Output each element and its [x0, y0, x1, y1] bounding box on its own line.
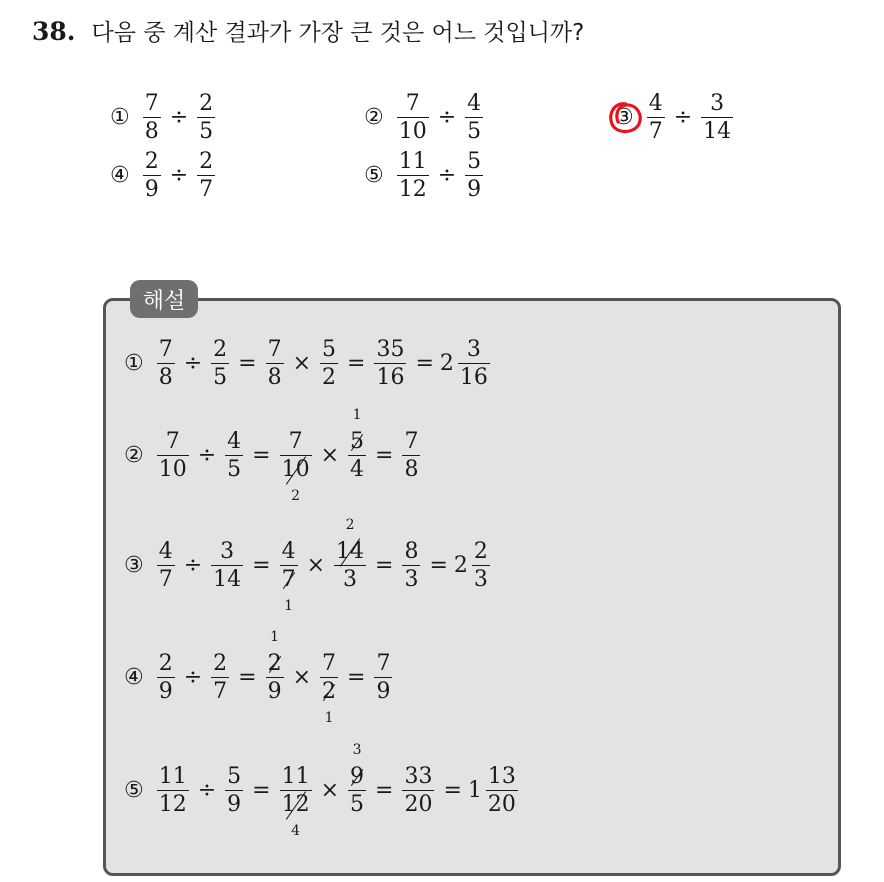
cancelled-number: 2 [322, 679, 337, 705]
option-symbol: ④ [110, 163, 130, 189]
equals-sign: = [238, 665, 257, 691]
cancelled-number: 7 [281, 567, 296, 593]
fraction: $\frac{7}{10}$ [158, 429, 187, 483]
equals-sign: = [375, 778, 394, 804]
fraction: $\frac{35}{16}$ [376, 337, 405, 391]
equals-sign: = [347, 665, 366, 691]
fraction: 1 5 4 [350, 407, 365, 483]
cancelled-number: 10 [281, 457, 310, 483]
fraction: 2 14 3 [336, 517, 365, 593]
reduced-number: 1 [284, 597, 294, 614]
mixed-whole: 2 [439, 351, 454, 377]
fraction: 11 12 4 [281, 764, 310, 839]
fraction: $\frac{2}{5}$ [199, 91, 214, 145]
solution-2 [124, 407, 423, 504]
solution-1 [124, 338, 493, 389]
equals-sign: = [429, 553, 448, 579]
mixed-fraction: $\frac{3}{16}$ [459, 337, 488, 391]
mixed-whole: 2 [453, 553, 468, 579]
divide-sign: ÷ [183, 351, 203, 377]
fraction: $\frac{33}{20}$ [404, 764, 433, 818]
fraction: $\frac{2}{9}$ [158, 651, 173, 705]
reduced-number: 2 [291, 487, 301, 504]
solution-5 [124, 742, 521, 839]
fraction: $\frac{5}{2}$ [322, 337, 337, 391]
divide-sign: ÷ [169, 163, 189, 189]
equals-sign: = [347, 351, 366, 377]
solution-symbol: ⑤ [124, 778, 144, 804]
equals-sign: = [238, 351, 257, 377]
equals-sign: = [443, 778, 462, 804]
cancelled-number: 2 [267, 651, 282, 676]
solution-3 [124, 517, 493, 614]
option-1[interactable] [110, 92, 218, 143]
fraction: 3 9 5 [350, 742, 365, 818]
fraction: $\frac{2}{5}$ [213, 337, 228, 391]
fraction: $\frac{8}{3}$ [404, 539, 419, 593]
solution-symbol: ① [124, 351, 144, 377]
fraction: $\frac{4}{5}$ [467, 91, 482, 145]
fraction: $\frac{7}{8}$ [144, 91, 159, 145]
fraction: 1 2 9 [267, 629, 282, 705]
fraction: $\frac{11}{12}$ [398, 149, 427, 203]
cancelled-number: 12 [281, 792, 310, 818]
equals-sign: = [252, 443, 271, 469]
question-number: 38. [32, 17, 76, 46]
reduced-number: 1 [324, 709, 334, 726]
cancelled-number: 9 [350, 764, 365, 789]
reduced-number: 3 [352, 742, 362, 758]
solution-symbol: ② [124, 443, 144, 469]
reduced-number: 1 [352, 407, 362, 423]
option-symbol: ⑤ [364, 163, 384, 189]
option-4[interactable] [110, 150, 218, 201]
fraction: $\frac{2}{7}$ [199, 149, 214, 203]
solution-symbol: ④ [124, 665, 144, 691]
fraction: $\frac{7}{8}$ [158, 337, 173, 391]
option-symbol: ① [110, 105, 130, 131]
fraction: $\frac{3}{14}$ [703, 91, 732, 145]
question-text: 다음 중 계산 결과가 가장 큰 것은 어느 것입니까? [91, 20, 585, 46]
multiply-sign: × [306, 553, 326, 579]
divide-sign: ÷ [673, 105, 693, 131]
multiply-sign: × [292, 351, 312, 377]
fraction: $\frac{5}{9}$ [227, 764, 242, 818]
explanation-label: 해설 [130, 280, 198, 318]
reduced-number: 2 [345, 517, 355, 533]
mixed-whole: 1 [467, 778, 482, 804]
fraction: $\frac{5}{9}$ [467, 149, 482, 203]
equals-sign: = [252, 553, 271, 579]
divide-sign: ÷ [197, 443, 217, 469]
option-5[interactable] [364, 150, 486, 201]
multiply-sign: × [292, 665, 312, 691]
fraction: $\frac{7}{8}$ [267, 337, 282, 391]
option-2[interactable] [364, 92, 486, 143]
divide-sign: ÷ [183, 553, 203, 579]
divide-sign: ÷ [169, 105, 189, 131]
divide-sign: ÷ [437, 105, 457, 131]
divide-sign: ÷ [437, 163, 457, 189]
reduced-number: 4 [291, 822, 301, 839]
reduced-number: 1 [270, 629, 280, 645]
fraction: 4 7 1 [281, 539, 296, 614]
option-symbol: ② [364, 105, 384, 131]
fraction: $\frac{3}{14}$ [213, 539, 242, 593]
multiply-sign: × [320, 443, 340, 469]
equals-sign: = [415, 351, 434, 377]
fraction: $\frac{7}{9}$ [376, 651, 391, 705]
cancelled-number: 5 [350, 429, 365, 454]
fraction: $\frac{2}{7}$ [213, 651, 228, 705]
solution-symbol: ③ [124, 553, 144, 579]
answer-circle-mark [606, 98, 644, 136]
divide-sign: ÷ [197, 778, 217, 804]
equals-sign: = [375, 443, 394, 469]
fraction: $\frac{7}{8}$ [404, 429, 419, 483]
fraction: $\frac{11}{12}$ [158, 764, 187, 818]
cancelled-number: 14 [336, 539, 365, 564]
divide-sign: ÷ [183, 665, 203, 691]
option-symbol: ③ [614, 105, 634, 131]
equals-sign: = [252, 778, 271, 804]
solution-4 [124, 629, 395, 726]
question-title [32, 14, 584, 47]
equals-sign: = [375, 553, 394, 579]
fraction: 7 2 1 [322, 651, 337, 726]
fraction: 7 10 2 [281, 429, 310, 504]
mixed-fraction: $\frac{2}{3}$ [473, 539, 488, 593]
fraction: $\frac{7}{10}$ [398, 91, 427, 145]
mixed-fraction: $\frac{13}{20}$ [487, 764, 516, 818]
fraction: $\frac{2}{9}$ [144, 149, 159, 203]
fraction: $\frac{4}{7}$ [158, 539, 173, 593]
fraction: $\frac{4}{7}$ [648, 91, 663, 145]
multiply-sign: × [320, 778, 340, 804]
fraction: $\frac{4}{5}$ [227, 429, 242, 483]
